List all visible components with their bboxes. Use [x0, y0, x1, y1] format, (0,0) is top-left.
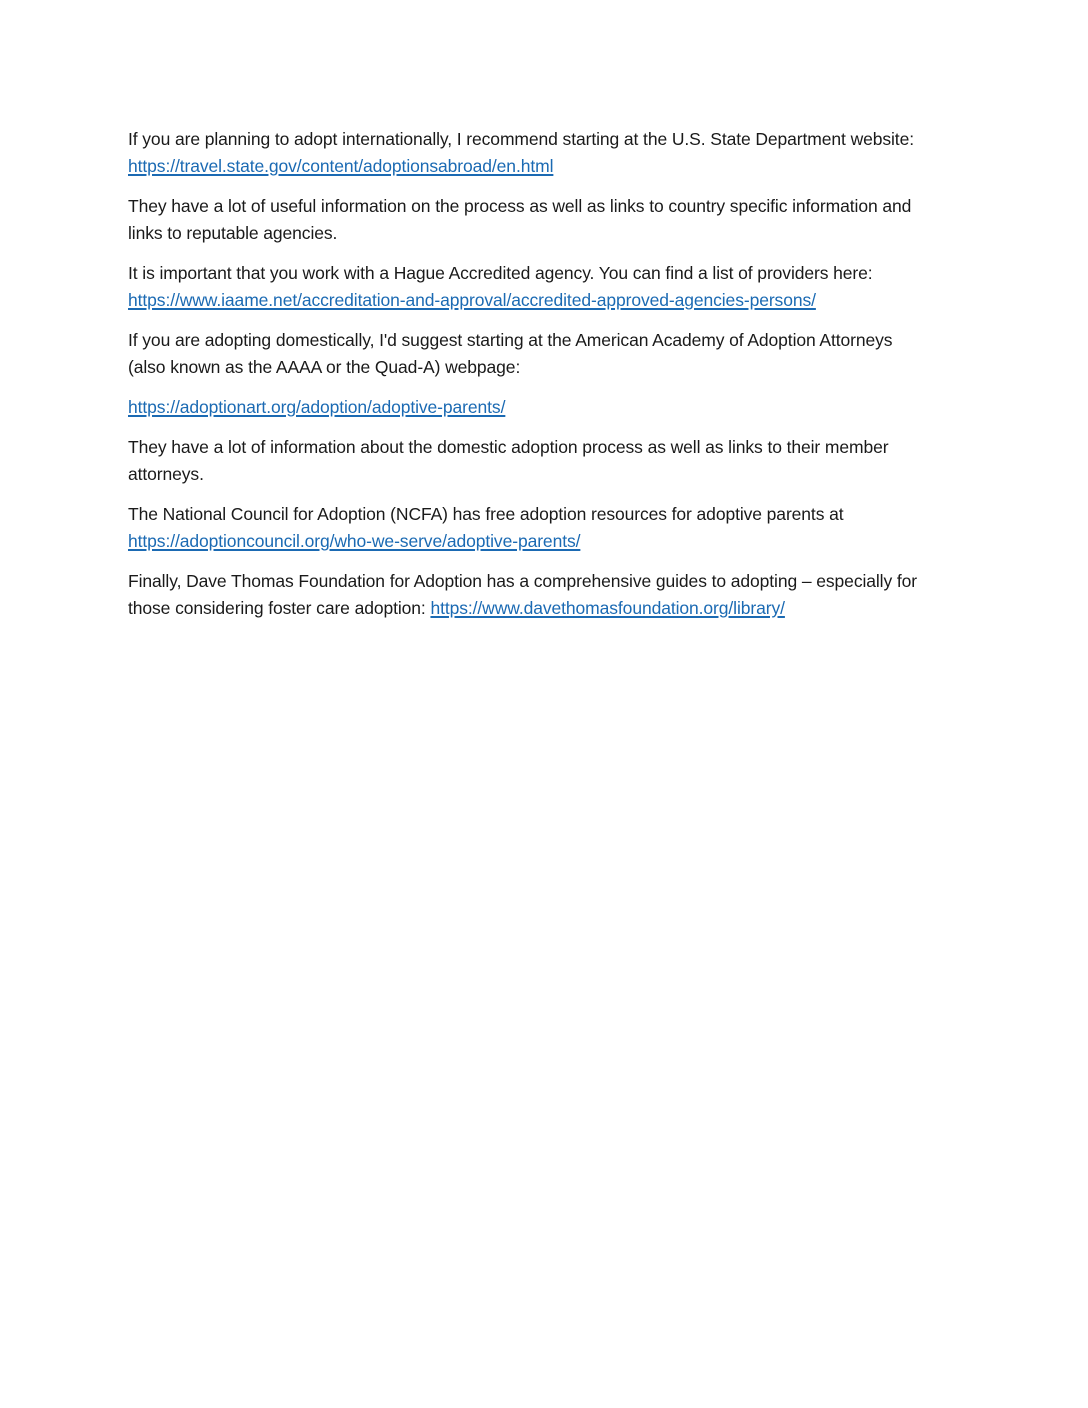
hyperlink[interactable]: https://travel.state.gov/content/adoptionsabroad/en.html [128, 156, 554, 176]
text-line [128, 287, 992, 314]
text-run: The National Council for Adoption (NCFA) has free adoption resources for adoptive parents at [128, 504, 844, 524]
text-line [128, 260, 992, 287]
text-run: those considering foster care adoption: [128, 598, 431, 618]
text-run: attorneys. [128, 464, 204, 484]
text-line [128, 126, 992, 153]
hyperlink[interactable]: https://adoptionart.org/adoption/adoptive-parents/ [128, 397, 506, 417]
text-run: It is important that you work with a Hague Accredited agency. You can find a list of providers here: [128, 263, 873, 283]
text-run: They have a lot of useful information on the process as well as links to country specific information and [128, 196, 912, 216]
text-line [128, 394, 992, 421]
text-line [128, 153, 992, 180]
text-line [128, 461, 992, 488]
text-run: If you are adopting domestically, I'd suggest starting at the American Academy of Adoption Attorneys [128, 330, 893, 350]
text-line [128, 568, 992, 595]
text-run: (also known as the AAAA or the Quad-A) webpage: [128, 357, 521, 377]
paragraph [128, 193, 992, 247]
text-line [128, 327, 992, 354]
text-line [128, 528, 992, 555]
text-line [128, 193, 992, 220]
text-run: They have a lot of information about the domestic adoption process as well as links to their member [128, 437, 889, 457]
hyperlink[interactable]: https://www.davethomasfoundation.org/library/ [430, 598, 785, 618]
paragraph [128, 327, 992, 381]
text-line [128, 354, 992, 381]
paragraph [128, 126, 992, 180]
text-run: If you are planning to adopt internationally, I recommend starting at the U.S. State Department website: [128, 129, 914, 149]
document-body [128, 126, 992, 635]
text-line [128, 220, 992, 247]
paragraph [128, 394, 992, 421]
text-run: Finally, Dave Thomas Foundation for Adoption has a comprehensive guides to adopting – especially for [128, 571, 917, 591]
text-run: links to reputable agencies. [128, 223, 338, 243]
hyperlink[interactable]: https://adoptioncouncil.org/who-we-serve/adoptive-parents/ [128, 531, 581, 551]
paragraph [128, 434, 992, 488]
text-line [128, 501, 992, 528]
text-line [128, 434, 992, 461]
paragraph [128, 568, 992, 622]
hyperlink[interactable]: https://www.iaame.net/accreditation-and-approval/accredited-approved-agencies-persons/ [128, 290, 816, 310]
paragraph [128, 501, 992, 555]
paragraph [128, 260, 992, 314]
text-line [128, 595, 992, 622]
